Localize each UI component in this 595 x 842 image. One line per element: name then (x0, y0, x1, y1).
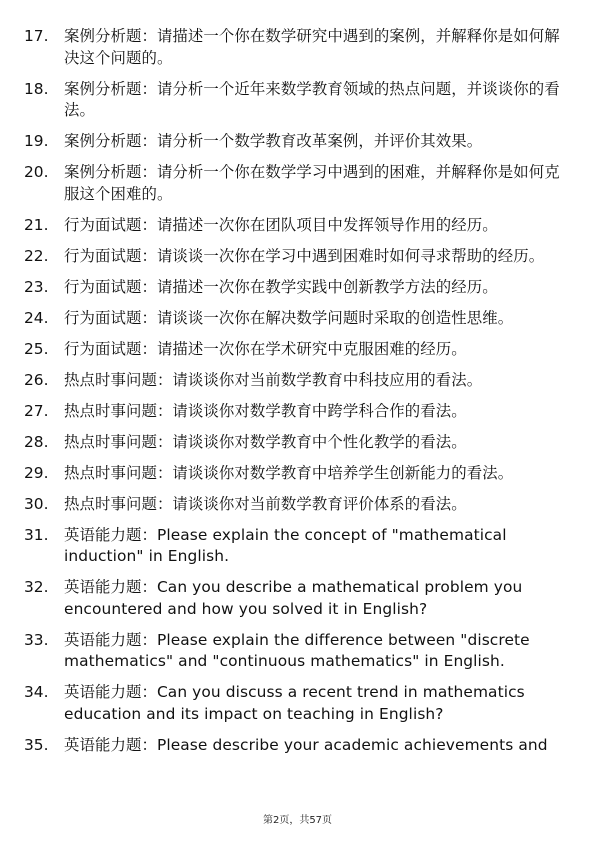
question-number: 31. (24, 525, 49, 544)
question-item-24 (24, 308, 564, 330)
question-number: 24. (24, 308, 49, 327)
question-item-32 (24, 577, 564, 620)
question-item-23 (24, 277, 564, 299)
question-text: 行为面试题：请谈谈一次你在学习中遇到困难时如何寻求帮助的经历。 (64, 246, 545, 265)
question-text: 行为面试题：请描述一次你在团队项目中发挥领导作用的经历。 (64, 215, 498, 234)
question-number: 25. (24, 339, 49, 358)
question-number: 23. (24, 277, 49, 296)
question-number: 17. (24, 27, 49, 45)
question-item-34 (24, 682, 564, 725)
question-number: 18. (24, 79, 49, 98)
question-text: 英语能力题：Please describe your academic achievements and (64, 735, 548, 754)
question-item-25 (24, 339, 564, 361)
question-number: 26. (24, 370, 49, 389)
question-text: 案例分析题：请分析一个数学教育改革案例，并评价其效果。 (64, 132, 483, 150)
question-item-30 (24, 494, 564, 516)
question-item-22 (24, 246, 564, 268)
page-number-footer: 第2页，共57页 (262, 815, 333, 826)
question-item-31 (24, 525, 564, 568)
question-text: 案例分析题：请分析一个近年来数学教育领域的热点问题，并谈谈你的看法。 (64, 79, 560, 119)
question-number: 27. (24, 401, 49, 420)
question-number: 20. (24, 163, 49, 181)
question-number: 22. (24, 246, 49, 265)
question-text: 案例分析题：请描述一个你在数学研究中遇到的案例，并解释你是如何解决这个问题的。 (64, 27, 560, 67)
question-text: 热点时事问题：请谈谈你对数学教育中跨学科合作的看法。 (64, 401, 467, 420)
question-text: 热点时事问题：请谈谈你对当前数学教育中科技应用的看法。 (64, 370, 483, 389)
question-item-21 (24, 215, 564, 237)
question-text: 案例分析题：请分析一个你在数学学习中遇到的困难，并解释你是如何克服这个困难的。 (64, 163, 560, 203)
question-text: 热点时事问题：请谈谈你对数学教育中个性化教学的看法。 (64, 432, 467, 451)
question-number: 28. (24, 432, 49, 451)
question-number: 30. (24, 494, 49, 513)
question-item-35 (24, 735, 564, 757)
question-text: 英语能力题：Can you describe a mathematical problem you encountered and how you solved it in English? (64, 578, 523, 618)
question-number: 19. (24, 132, 49, 150)
question-number: 29. (24, 463, 49, 482)
question-number: 35. (24, 735, 49, 754)
question-item-28 (24, 432, 564, 454)
question-item-26 (24, 370, 564, 392)
question-text: 行为面试题：请描述一次你在教学实践中创新教学方法的经历。 (64, 277, 498, 296)
question-number: 33. (24, 630, 49, 649)
question-text: 英语能力题：Please explain the concept of "mathematical induction" in English. (64, 525, 507, 565)
question-number: 32. (24, 578, 49, 596)
question-text: 英语能力题：Can you discuss a recent trend in mathematics education and its impact on teaching in English? (64, 683, 525, 723)
question-item-19 (24, 131, 564, 153)
question-item-18 (24, 79, 564, 122)
question-number: 34. (24, 683, 49, 701)
question-list (24, 26, 564, 766)
question-item-20 (24, 162, 564, 205)
question-text: 热点时事问题：请谈谈你对当前数学教育评价体系的看法。 (64, 494, 467, 513)
question-text: 行为面试题：请描述一次你在学术研究中克服困难的经历。 (64, 339, 467, 358)
question-text: 行为面试题：请谈谈一次你在解决数学问题时采取的创造性思维。 (64, 308, 514, 327)
question-text: 热点时事问题：请谈谈你对数学教育中培养学生创新能力的看法。 (64, 463, 514, 482)
question-item-17 (24, 26, 564, 69)
question-item-29 (24, 463, 564, 485)
question-item-27 (24, 401, 564, 423)
question-number: 21. (24, 215, 49, 234)
question-text: 英语能力题：Please explain the difference between "discrete mathematics" and "continuous mathematics" in English. (64, 630, 530, 670)
question-item-33 (24, 630, 564, 673)
